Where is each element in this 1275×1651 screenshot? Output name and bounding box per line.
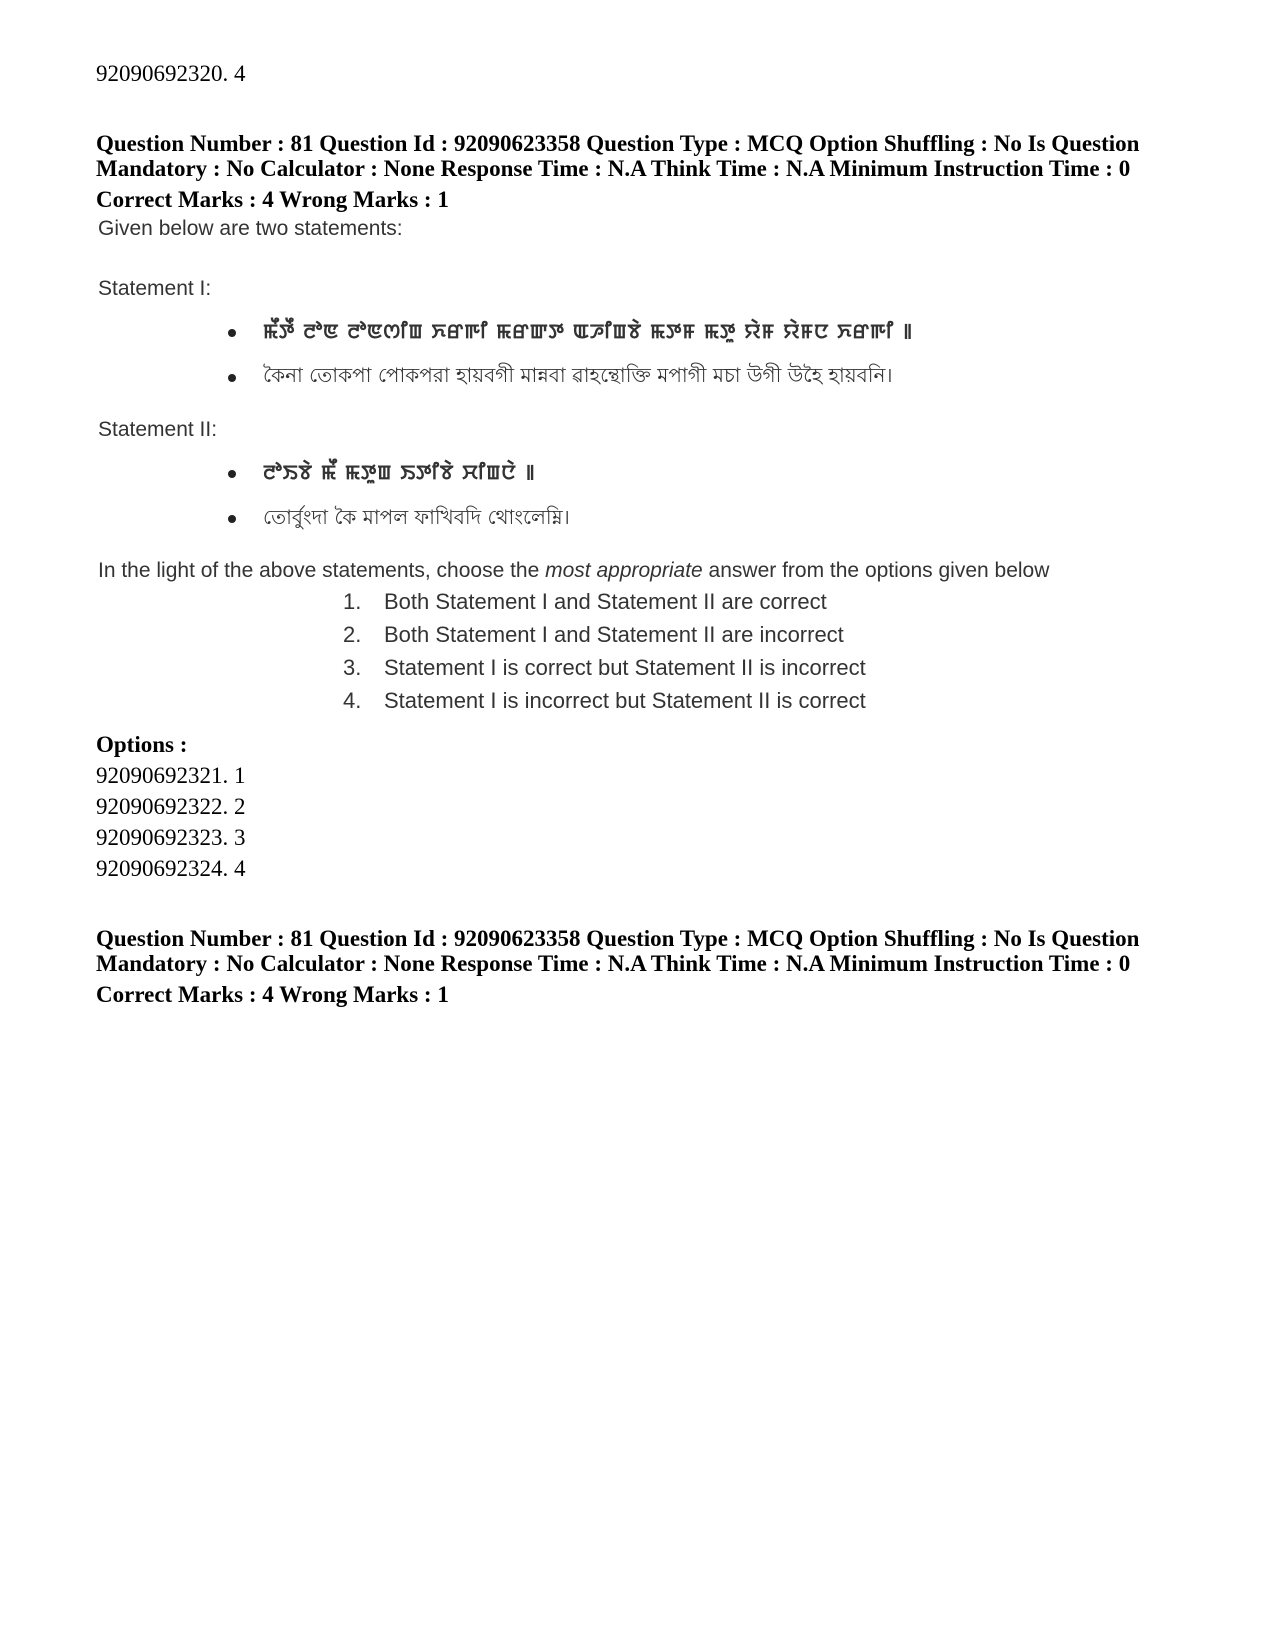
question-instruction [98, 558, 1049, 584]
choice-text: Statement I is correct but Statement II is incorrect [384, 655, 866, 680]
question-marks-line: Correct Marks : 4 Wrong Marks : 1 [96, 982, 449, 1007]
instruction-text-before: In the light of the above statements, choose the [98, 559, 546, 582]
option-id-line: 92090692324. 4 [96, 856, 246, 881]
bullet-icon [228, 329, 236, 337]
instruction-text-after: answer from the options given below [702, 559, 1050, 582]
question-header-line-2: Mandatory : No Calculator : None Response Time : N.A Think Time : N.A Minimum Instruction Time : 0 [96, 156, 1131, 181]
option-id-line: 92090692322. 2 [96, 794, 246, 819]
option-id-line: 92090692323. 3 [96, 825, 246, 850]
choice-number: 1. [343, 589, 362, 614]
statement-1-bengali-text: কৈনা তোকপা পোকপরা হায়বগী মান্নবা ৱাহন্থোক্তি মপাগী মচা উগী উহৈ হায়বনি। [263, 363, 893, 387]
option-id-line: 92090692321. 1 [96, 763, 246, 788]
question-header-line-2: Mandatory : No Calculator : None Response Time : N.A Think Time : N.A Minimum Instruction Time : 0 [96, 951, 1131, 976]
statement-2-label: Statement II: [98, 418, 218, 441]
bullet-icon [228, 515, 236, 523]
question-content [96, 217, 1136, 752]
choice-text: Both Statement I and Statement II are incorrect [384, 622, 844, 647]
question-header-line-1: Question Number : 81 Question Id : 92090623358 Question Type : MCQ Option Shuffling : No Is Question [96, 131, 1140, 156]
question-intro: Given below are two statements: [98, 217, 403, 240]
instruction-emphasis: most appropriate [545, 559, 703, 582]
choice-text: Both Statement I and Statement II are correct [384, 589, 827, 614]
question-marks-line: Correct Marks : 4 Wrong Marks : 1 [96, 187, 449, 212]
options-label: Options : [96, 732, 188, 757]
previous-option-line: 92090692320. 4 [96, 61, 246, 86]
statement-2-bengali-text: তোৰ্বুংদা কৈ মাপল ফাখিবদি থোংলেম্নি। [263, 505, 570, 529]
choice-number: 3. [343, 655, 362, 680]
choice-number: 4. [343, 688, 362, 713]
statement-2-meetei-text: ꯂꯣꯏꯕꯥ ꯃꯩ ꯃꯇꯨꯡ ꯏꯇꯤꯕꯥ ꯆꯤꯡꯅꯥ ꯫ [263, 460, 536, 484]
choice-text: Statement I is incorrect but Statement II is correct [384, 688, 866, 713]
choice-number: 2. [343, 622, 362, 647]
statement-1-meetei-text: ꯃꯩꯇꯩ ꯂꯣꯟ ꯂꯣꯟꯁꯤꯡ ꯈꯔꯒꯤ ꯃꯔꯛꯇ ꯑꯍꯤꯡꯕꯥ ꯃꯇꯝ ꯃꯇꯨ ꯌꯥꯝ ꯌꯥꯝꯅ ꯈꯔꯒꯤ ꯫ [263, 319, 914, 343]
question-header-line-1: Question Number : 81 Question Id : 92090623358 Question Type : MCQ Option Shuffling : No Is Question [96, 926, 1140, 951]
bullet-icon [228, 374, 236, 382]
statement-1-label: Statement I: [98, 277, 212, 300]
bullet-icon [228, 470, 236, 478]
